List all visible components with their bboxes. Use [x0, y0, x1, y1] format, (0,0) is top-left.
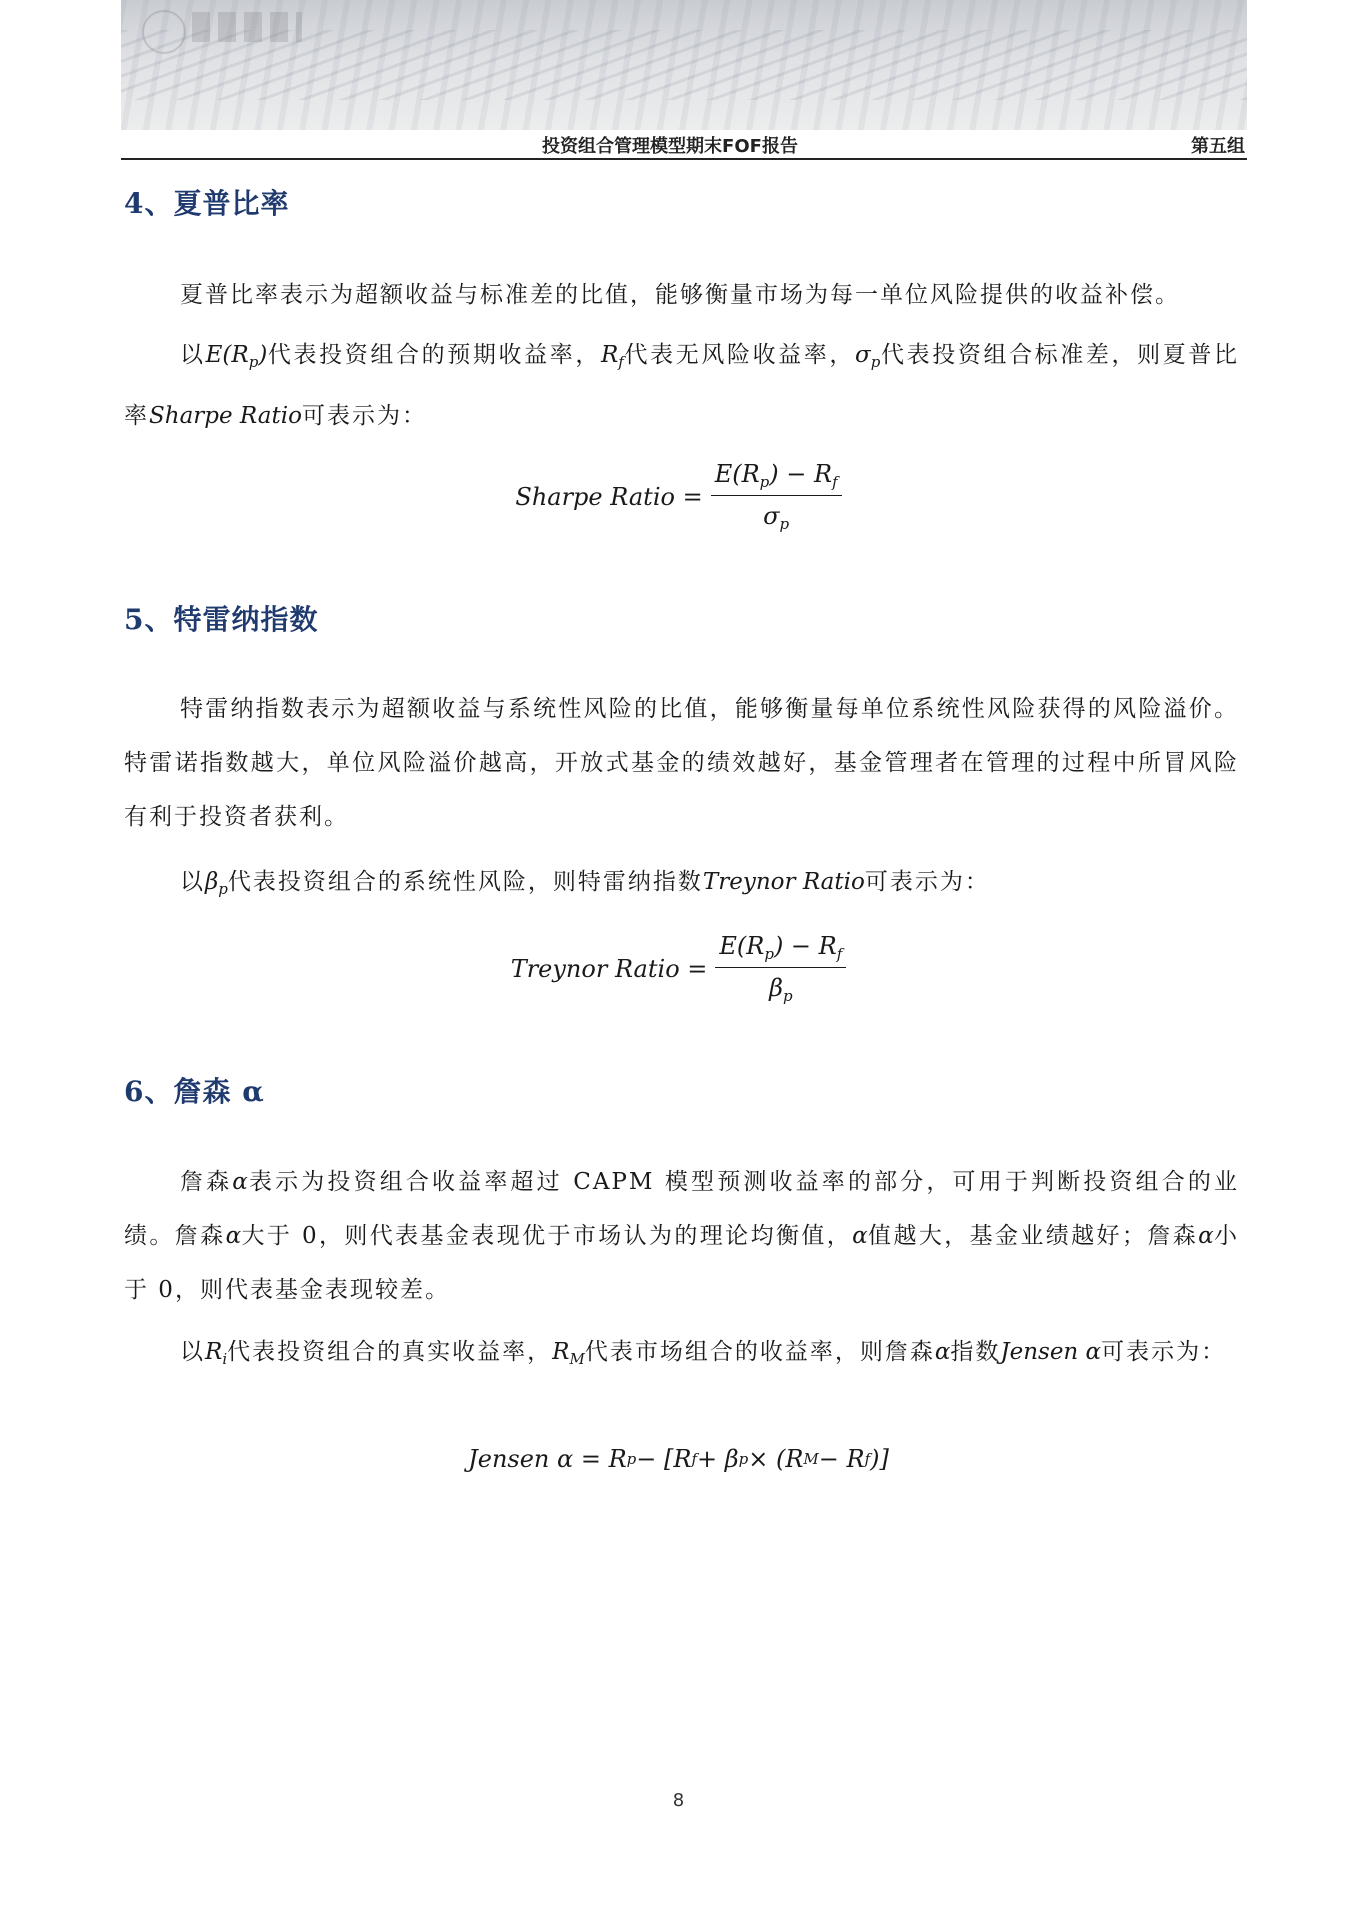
paragraph — [124, 1325, 1239, 1386]
math-alpha: α — [852, 1223, 868, 1249]
paragraph-text: 代表投资组合的真实收益率， — [227, 1339, 553, 1365]
math-sharpe-ratio: Sharpe Ratio — [149, 403, 302, 429]
formula-lhs: Treynor Ratio = — [510, 954, 708, 983]
paragraph — [124, 855, 1239, 916]
paragraph-text: 詹森 — [180, 1169, 233, 1195]
math-treynor-ratio: Treynor Ratio — [702, 869, 865, 895]
header-title: 投资组合管理模型期末FOF报告 — [542, 136, 798, 157]
formula-treynor — [0, 932, 1357, 1005]
paragraph-text: 代表市场组合的收益率，则詹森 — [584, 1339, 935, 1365]
paragraph-text: 值越大，基金业绩越好；詹森 — [867, 1223, 1199, 1249]
section-heading-sharpe: 4、夏普比率 — [124, 187, 290, 220]
header-divider — [121, 158, 1247, 160]
formula-jensen: Jensen α = R p − [R f + β p × (R M − R f )] — [468, 1445, 889, 1473]
paragraph-text: 以 — [180, 869, 205, 895]
paragraph-text: 以 — [180, 1339, 205, 1365]
math-alpha: α — [232, 1169, 248, 1195]
math-jensen-alpha: Jensen α — [1000, 1339, 1102, 1365]
paragraph-text: 表示为投资组合收益率超过 CAPM 模型预测收益率的部分，可用于判断投资组合的业绩。詹森 — [124, 1169, 1239, 1249]
formula-sharpe — [0, 460, 1357, 533]
paragraph-text: 小于 0，则代表基金表现较差。 — [124, 1223, 1240, 1303]
formula-denominator: $\beta_p$ — [769, 974, 793, 1005]
paragraph-text: 可表示为： — [1101, 1339, 1227, 1365]
paragraph — [124, 268, 1239, 322]
page-number: 8 — [672, 1790, 685, 1811]
formula-numerator: $E(R_p) - R_f$ — [711, 460, 842, 496]
math-r-i: $R_i$ — [205, 1339, 228, 1368]
paragraph — [124, 328, 1239, 443]
paragraph-text: 可表示为： — [301, 403, 427, 429]
formula-numerator: $E(R_p) - R_f$ — [715, 932, 846, 968]
header-group: 第五组 — [1191, 136, 1245, 157]
math-r-m: $R_M$ — [552, 1339, 585, 1368]
paragraph-text: 大于 0，则代表基金表现优于市场认为的理论均衡值， — [241, 1223, 853, 1249]
paragraph-text: 代表无风险收益率， — [623, 342, 856, 368]
section-heading-treynor: 5、特雷纳指数 — [124, 603, 319, 636]
formula-lhs: Jensen α = R — [468, 1445, 627, 1473]
formula-fraction — [711, 460, 842, 533]
math-expected-return: $E(R_p)$ — [205, 342, 268, 371]
math-sigma: $\sigma_p$ — [855, 342, 881, 371]
paragraph-text: 指数 — [950, 1339, 1001, 1365]
paragraph-text: 代表投资组合的系统性风险，则特雷纳指数 — [227, 869, 703, 895]
university-logo-icon — [142, 10, 186, 54]
formula-lhs: Sharpe Ratio = — [515, 482, 703, 511]
paragraph-text: 可表示为： — [864, 869, 990, 895]
math-alpha: α — [934, 1339, 951, 1365]
math-risk-free: $R_f$ — [600, 342, 624, 371]
math-alpha: α — [225, 1223, 242, 1249]
paragraph — [124, 682, 1239, 844]
paragraph-text: 夏普比率表示为超额收益与标准差的比值，能够衡量市场为每一单位风险提供的收益补偿。 — [180, 282, 1180, 308]
math-alpha: α — [1198, 1223, 1214, 1249]
university-logo-wordmark — [192, 12, 302, 42]
section-heading-jensen: 6、詹森 α — [124, 1075, 265, 1108]
math-beta: $\beta_p$ — [205, 869, 228, 898]
paragraph-text: 代表投资组合标准差，则夏普比率 — [124, 342, 1240, 429]
paragraph-text: 以 — [180, 342, 206, 368]
paragraph — [124, 1155, 1239, 1317]
paragraph-text: 特雷纳指数表示为超额收益与系统性风险的比值，能够衡量每单位系统性风险获得的风险溢价。特雷诺指数越大，单位风险溢价越高，开放式基金的绩效越好，基金管理者在管理的过程中所冒风险有利于投资者获利。 — [124, 696, 1239, 830]
formula-fraction — [715, 932, 846, 1005]
formula-denominator: $\sigma_p$ — [763, 502, 790, 533]
paragraph-text: 代表投资组合的预期收益率， — [267, 342, 601, 368]
